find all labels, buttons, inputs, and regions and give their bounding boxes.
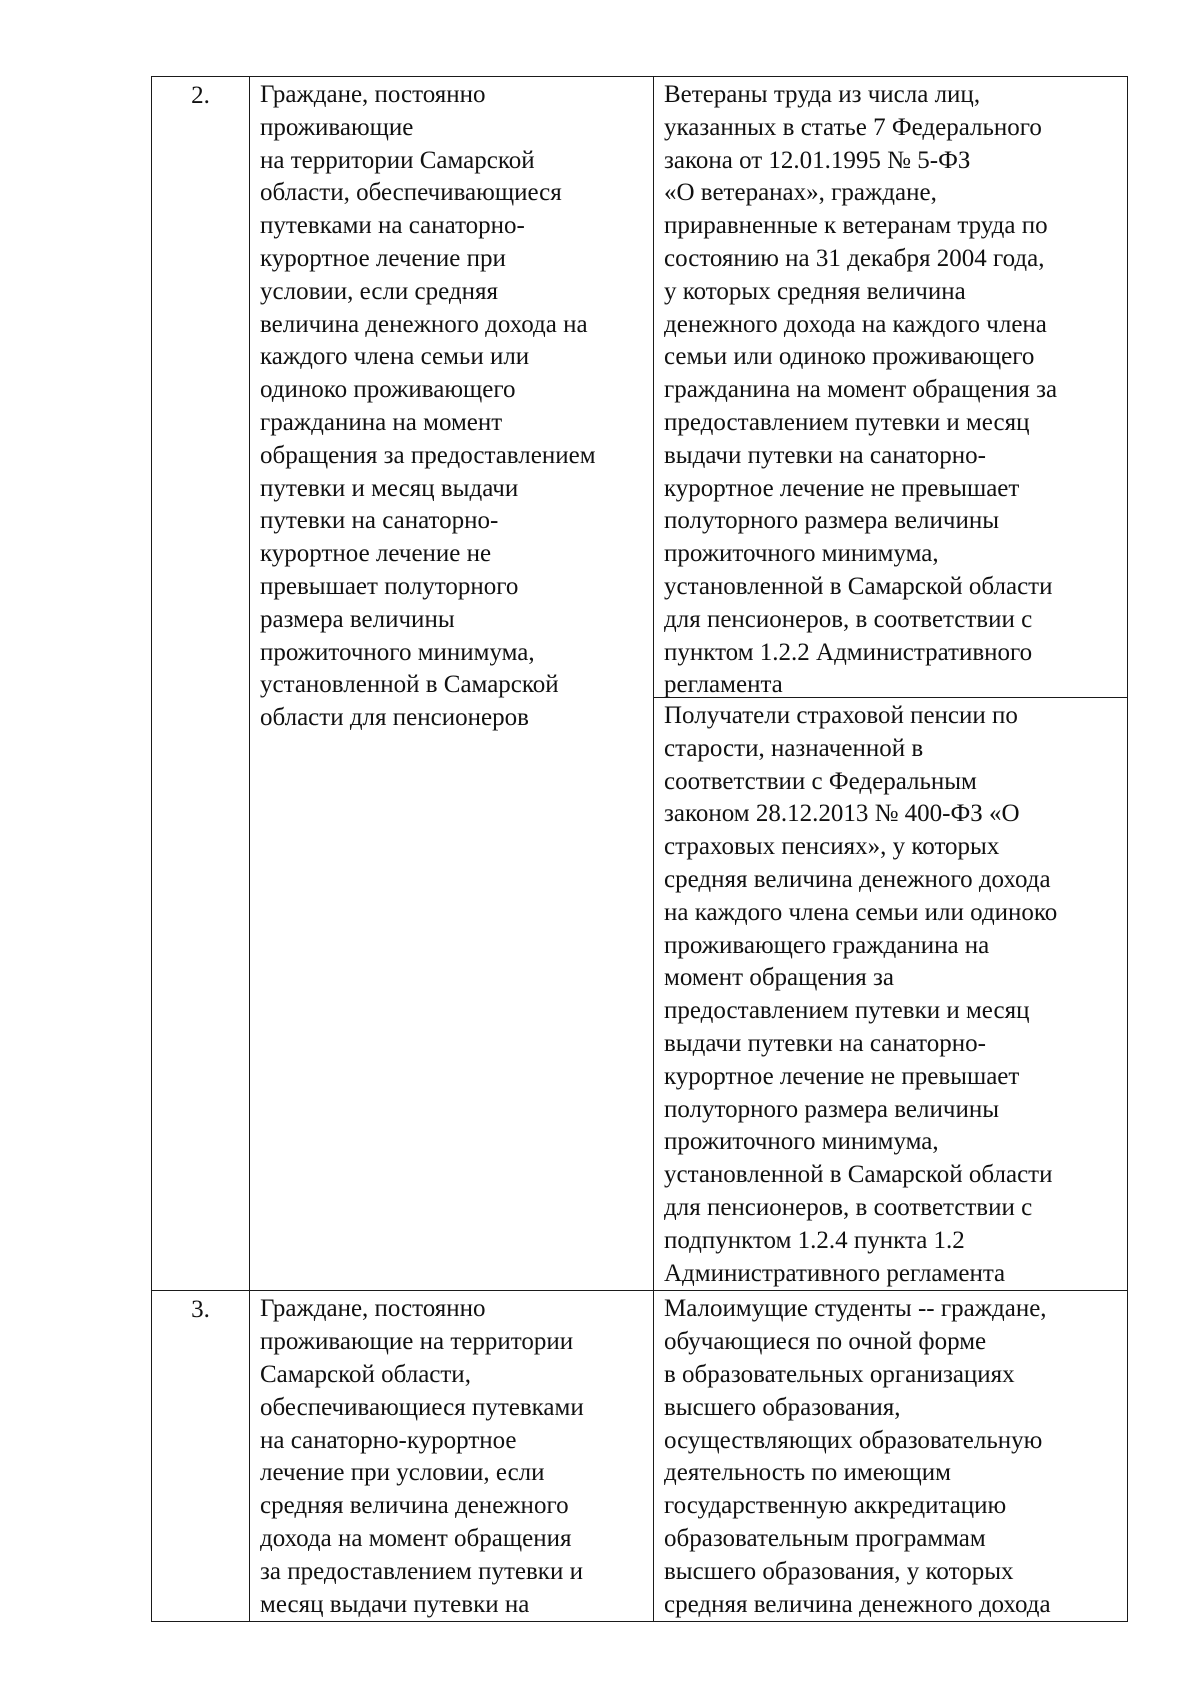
category-text bbox=[250, 77, 653, 735]
text-line: Получатели страховой пенсии по bbox=[664, 702, 1018, 729]
text-line: высшего образования, bbox=[664, 1393, 901, 1421]
text-line: в образовательных организациях bbox=[664, 1360, 1015, 1388]
text-line: величина денежного дохода на bbox=[260, 310, 588, 338]
text-line: прожиточного минимума, bbox=[664, 1128, 939, 1156]
text-line: средняя величина денежного дохода bbox=[664, 865, 1051, 893]
text-line: старости, назначенной в bbox=[664, 734, 924, 762]
text-line: прожиточного минимума, bbox=[260, 638, 535, 666]
text-line: указанных в статье 7 Федерального bbox=[664, 113, 1042, 141]
text-line: курортное лечение не превышает bbox=[664, 1062, 1020, 1090]
text-line: соответствии с Федеральным bbox=[664, 767, 977, 795]
text-line: проживающего гражданина на bbox=[664, 931, 990, 959]
text-line: проживающие на территории bbox=[260, 1328, 574, 1356]
row-number-cell bbox=[152, 1291, 250, 1622]
text-line: Граждане, постоянно bbox=[260, 81, 486, 108]
text-line: гражданина на момент bbox=[260, 408, 503, 436]
text-line: на санаторно-курортное bbox=[260, 1426, 517, 1454]
text-line: установленной в Самарской bbox=[260, 671, 559, 699]
category-cell bbox=[250, 1291, 654, 1622]
recipients-cell bbox=[654, 77, 1128, 1291]
recipient-block bbox=[654, 698, 1127, 1290]
text-line: Граждане, постоянно bbox=[260, 1295, 486, 1323]
recipient-text bbox=[654, 77, 1127, 702]
text-line: курортное лечение не bbox=[260, 540, 492, 568]
text-line: пунктом 1.2.2 Административного bbox=[664, 638, 1033, 666]
text-line: обучающиеся по очной форме bbox=[664, 1328, 987, 1356]
text-line: условии, если средняя bbox=[260, 277, 499, 305]
table-row bbox=[152, 1291, 1128, 1622]
row-number-cell bbox=[152, 77, 250, 1291]
text-line: обращения за предоставлением bbox=[260, 441, 596, 469]
table-row bbox=[152, 77, 1128, 1291]
text-line: области, обеспечивающиеся bbox=[260, 179, 562, 207]
text-line: высшего образования, у которых bbox=[664, 1557, 1014, 1585]
text-line: закона от 12.01.1995 № 5-ФЗ bbox=[664, 146, 971, 174]
text-line: осуществляющих образовательную bbox=[664, 1426, 1043, 1454]
text-line: Административного регламента bbox=[664, 1259, 1006, 1287]
text-line: превышает полуторного bbox=[260, 572, 519, 600]
text-line: путевки на санаторно- bbox=[260, 507, 499, 535]
text-line: одиноко проживающего bbox=[260, 376, 516, 404]
text-line: курортное лечение не превышает bbox=[664, 474, 1020, 502]
text-line: законом 28.12.2013 № 400-ФЗ «О bbox=[664, 800, 1020, 828]
text-line: путевками на санаторно- bbox=[260, 212, 525, 240]
text-line: дохода на момент обращения bbox=[260, 1524, 572, 1552]
text-line: выдачи путевки на санаторно- bbox=[664, 1029, 986, 1057]
text-line: гражданина на момент обращения за bbox=[664, 376, 1058, 404]
text-line: области для пенсионеров bbox=[260, 704, 529, 732]
text-line: предоставлением путевки и месяц bbox=[664, 408, 1030, 436]
row-number: 2. bbox=[191, 82, 210, 109]
benefits-table bbox=[151, 76, 1128, 1622]
text-line: Малоимущие студенты -- граждане, bbox=[664, 1295, 1047, 1323]
category-cell bbox=[250, 77, 654, 1291]
text-line: месяц выдачи путевки на bbox=[260, 1590, 530, 1618]
text-line: лечение при условии, если bbox=[260, 1459, 545, 1487]
recipient-text bbox=[654, 698, 1127, 1290]
text-line: денежного дохода на каждого члена bbox=[664, 310, 1047, 338]
text-line: размера величины bbox=[260, 605, 455, 633]
text-line: Самарской области, bbox=[260, 1360, 471, 1388]
text-line: Ветераны труда из числа лиц, bbox=[664, 81, 981, 108]
recipient-block bbox=[654, 77, 1127, 698]
row-number: 3. bbox=[191, 1296, 210, 1324]
text-line: средняя величина денежного дохода bbox=[664, 1590, 1051, 1618]
recipients-cell bbox=[654, 1291, 1128, 1622]
text-line: образовательным программам bbox=[664, 1524, 986, 1552]
text-line: регламента bbox=[664, 671, 783, 699]
text-line: установленной в Самарской области bbox=[664, 1161, 1053, 1189]
text-line: полуторного размера величины bbox=[664, 507, 999, 535]
text-line: курортное лечение при bbox=[260, 244, 506, 272]
text-line: установленной в Самарской области bbox=[664, 572, 1053, 600]
text-line: момент обращения за bbox=[664, 964, 894, 992]
text-line: для пенсионеров, в соответствии с bbox=[664, 605, 1033, 633]
text-line: подпунктом 1.2.4 пункта 1.2 bbox=[664, 1226, 965, 1254]
text-line: обеспечивающиеся путевками bbox=[260, 1393, 584, 1421]
text-line: на каждого члена семьи или одиноко bbox=[664, 898, 1058, 926]
text-line: выдачи путевки на санаторно- bbox=[664, 441, 986, 469]
text-line: страховых пенсиях», у которых bbox=[664, 833, 1000, 861]
text-line: состоянию на 31 декабря 2004 года, bbox=[664, 244, 1045, 272]
category-text bbox=[250, 1291, 653, 1621]
text-line: приравненные к ветеранам труда по bbox=[664, 212, 1048, 240]
text-line: путевки и месяц выдачи bbox=[260, 474, 519, 502]
text-line: семьи или одиноко проживающего bbox=[664, 343, 1035, 371]
text-line: полуторного размера величины bbox=[664, 1095, 999, 1123]
text-line: у которых средняя величина bbox=[664, 277, 966, 305]
text-line: предоставлением путевки и месяц bbox=[664, 997, 1030, 1025]
text-line: средняя величина денежного bbox=[260, 1492, 569, 1520]
recipient-text bbox=[654, 1291, 1127, 1621]
text-line: каждого члена семьи или bbox=[260, 343, 530, 371]
text-line: «О ветеранах», граждане, bbox=[664, 179, 937, 207]
text-line: на территории Самарской bbox=[260, 146, 535, 174]
text-line: государственную аккредитацию bbox=[664, 1492, 1007, 1520]
text-line: проживающие bbox=[260, 113, 414, 141]
text-line: за предоставлением путевки и bbox=[260, 1557, 583, 1585]
text-line: для пенсионеров, в соответствии с bbox=[664, 1193, 1033, 1221]
text-line: прожиточного минимума, bbox=[664, 540, 939, 568]
text-line: деятельность по имеющим bbox=[664, 1459, 951, 1487]
